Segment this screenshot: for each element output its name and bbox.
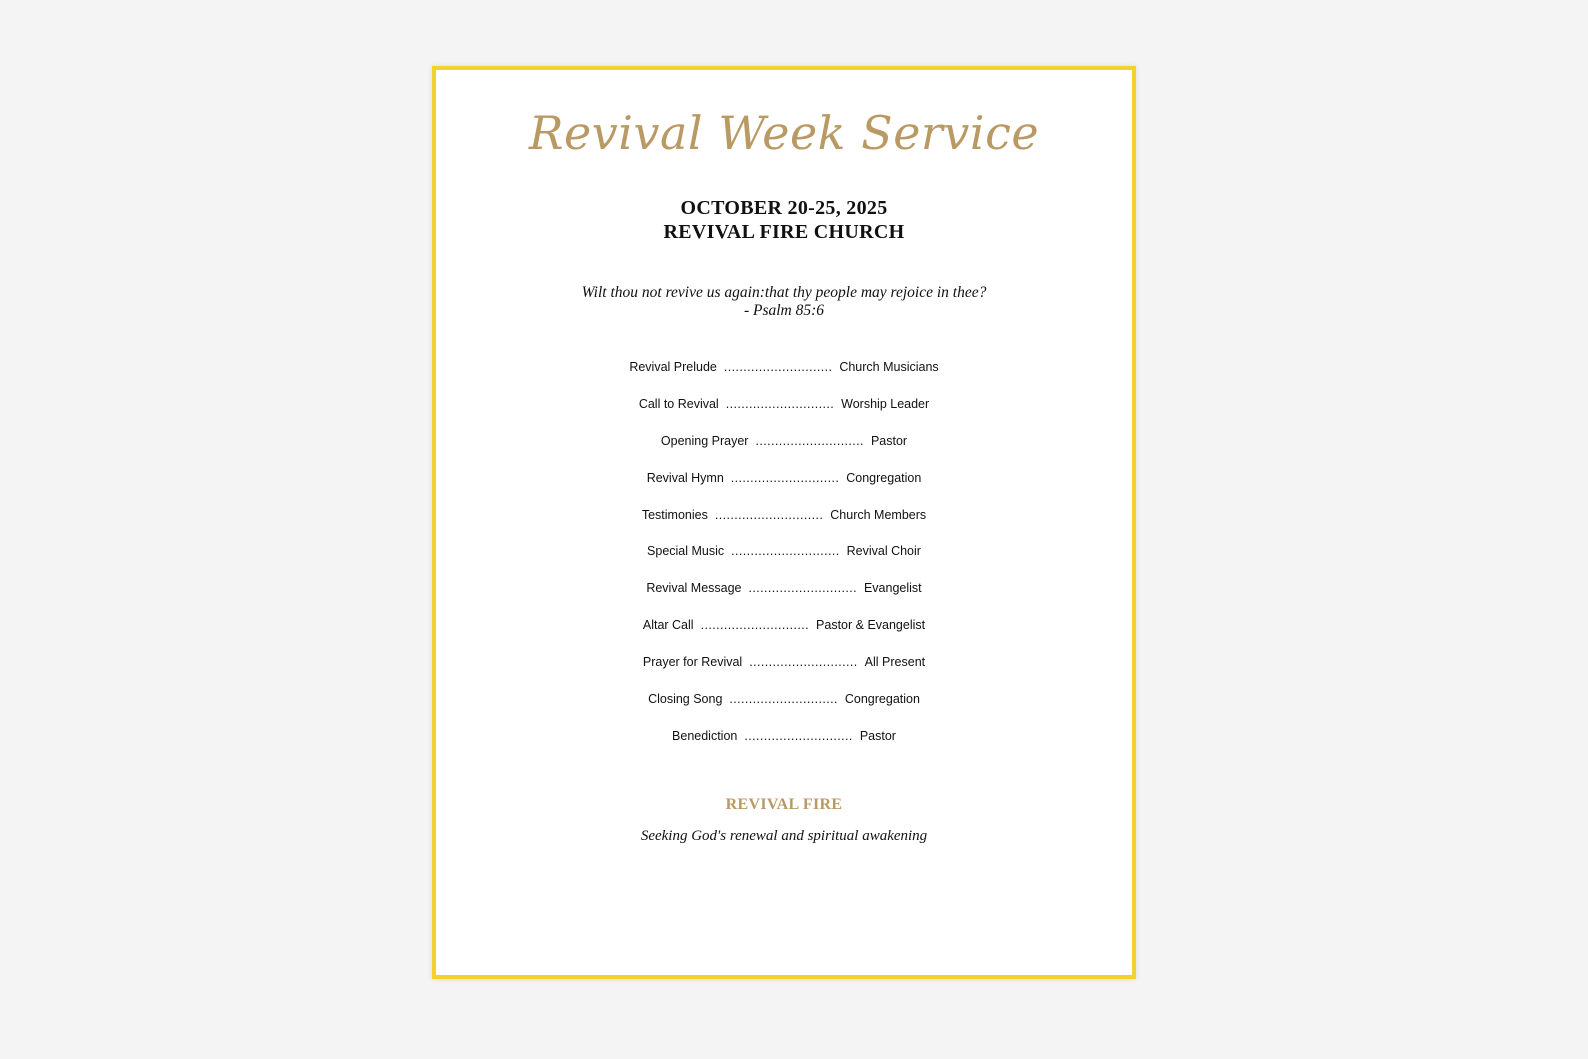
program-page bbox=[432, 66, 1136, 979]
dot-leader: ............................ bbox=[755, 433, 864, 448]
program-item bbox=[436, 434, 1132, 471]
program-item-person: Worship Leader bbox=[841, 396, 930, 411]
program-item-person: All Present bbox=[864, 655, 926, 670]
program-item bbox=[436, 618, 1132, 655]
program-item bbox=[436, 729, 1132, 766]
program-item-person: Pastor bbox=[859, 728, 896, 743]
event-date: OCTOBER 20-25, 2025 bbox=[680, 197, 888, 219]
dot-leader: ............................ bbox=[731, 544, 840, 559]
program-item-name: Opening Prayer bbox=[660, 433, 749, 448]
scripture-reference: - Psalm 85:6 bbox=[743, 302, 825, 319]
program-item-person: Church Musicians bbox=[839, 360, 939, 374]
program-item-person: Evangelist bbox=[863, 581, 922, 596]
dot-leader: ............................ bbox=[714, 507, 824, 522]
program-item-person: Pastor bbox=[870, 433, 908, 448]
program-item-person: Congregation bbox=[846, 470, 922, 485]
program-item bbox=[436, 360, 1132, 397]
order-of-service bbox=[436, 360, 1132, 766]
dot-leader: ............................ bbox=[723, 360, 833, 374]
dot-leader: ............................ bbox=[749, 655, 858, 670]
dot-leader: ............................ bbox=[700, 618, 810, 633]
program-item-name: Testimonies bbox=[641, 507, 708, 522]
program-item bbox=[436, 471, 1132, 508]
program-item-person: Pastor & Evangelist bbox=[816, 618, 926, 633]
program-item-name: Revival Hymn bbox=[646, 470, 724, 485]
program-item-name: Prayer for Revival bbox=[642, 655, 743, 670]
program-item-name: Benediction bbox=[672, 728, 738, 743]
program-item-name: Revival Message bbox=[646, 581, 742, 596]
program-item-name: Closing Song bbox=[648, 692, 723, 707]
footer-title: REVIVAL FIRE bbox=[725, 796, 843, 813]
program-item bbox=[436, 508, 1132, 545]
dot-leader: ............................ bbox=[729, 692, 838, 707]
program-item-person: Congregation bbox=[844, 692, 920, 707]
program-item-name: Revival Prelude bbox=[629, 360, 717, 374]
scripture-verse: Wilt thou not revive us again:that thy people may rejoice in thee? bbox=[581, 284, 987, 301]
program-item bbox=[436, 692, 1132, 729]
program-item-name: Altar Call bbox=[642, 618, 694, 633]
page-title: Revival Week Service bbox=[528, 106, 1040, 160]
program-item bbox=[436, 397, 1132, 434]
program-item-person: Church Members bbox=[830, 507, 927, 522]
program-item-name: Call to Revival bbox=[638, 396, 719, 411]
program-item bbox=[436, 544, 1132, 581]
program-item-person: Revival Choir bbox=[846, 544, 921, 559]
program-item bbox=[436, 655, 1132, 692]
program-item bbox=[436, 581, 1132, 618]
footer-tagline: Seeking God's renewal and spiritual awakening bbox=[640, 828, 928, 844]
dot-leader: ............................ bbox=[730, 470, 840, 485]
dot-leader: ............................ bbox=[748, 581, 857, 596]
dot-leader: ............................ bbox=[725, 396, 835, 411]
dot-leader: ............................ bbox=[744, 728, 853, 743]
church-name: REVIVAL FIRE CHURCH bbox=[663, 221, 905, 243]
program-item-name: Special Music bbox=[647, 544, 725, 559]
